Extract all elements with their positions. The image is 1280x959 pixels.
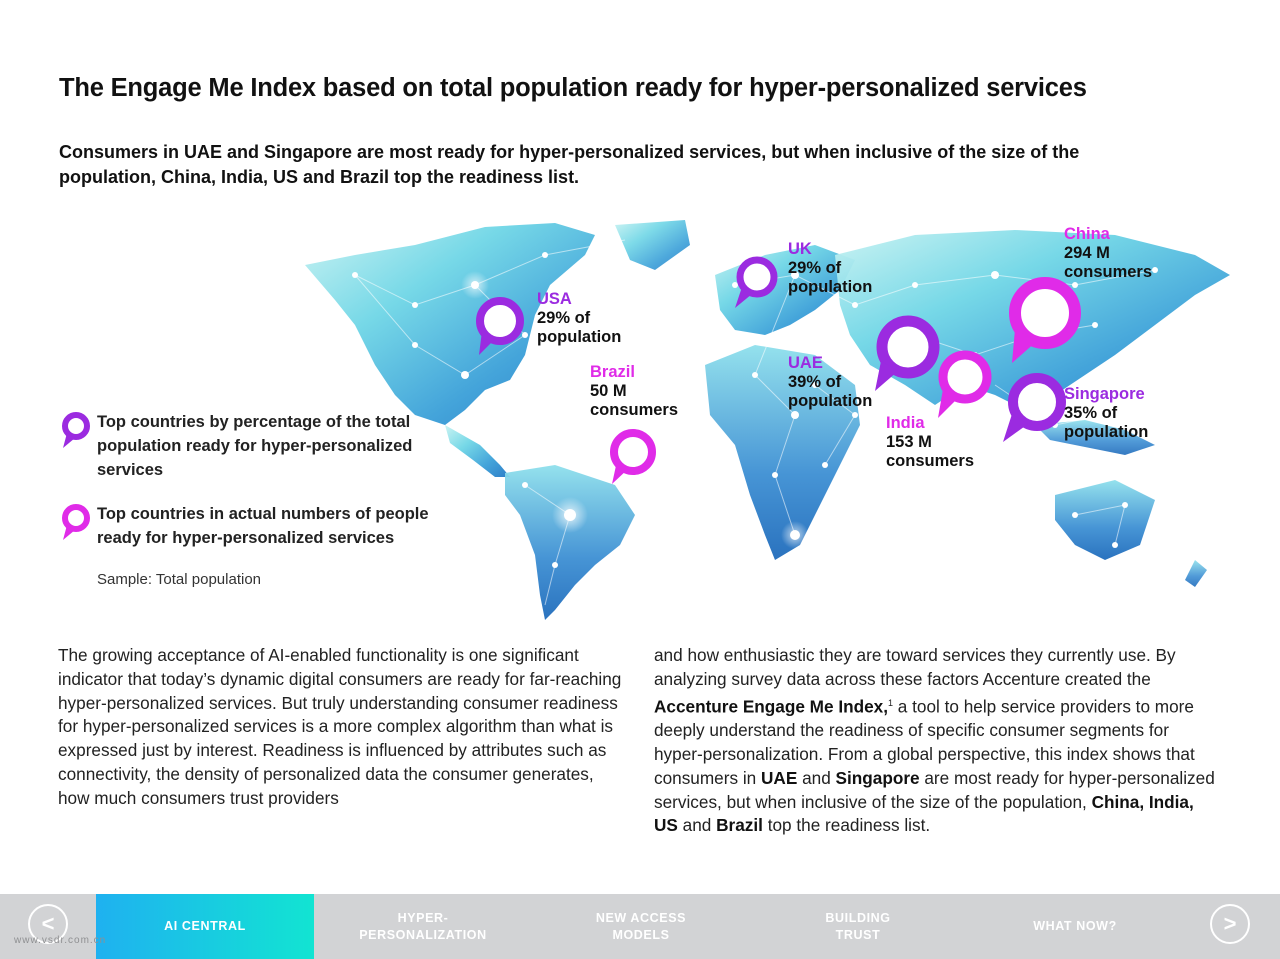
uk-label: UK 29% of population [788, 240, 873, 296]
new-zealand [1185, 560, 1207, 587]
singapore-label: Singapore 35% of population [1064, 385, 1149, 441]
body-right: and how enthusiastic they are toward services they currently use. By analyzing survey data across these factors Accenture created the Accenture Engage Me Index,$^1$ a tool to help service providers to more deeply understand the readiness of specific consumer segments for hyper-personalization. From a global perspective, this index shows that consumers in UAE and Singapore are most ready for hyper-personalized services, but when inclusive of the size of the population, China, India, US and Brazil top the readiness list. [654, 645, 1215, 836]
prev-arrow-button[interactable]: < [28, 904, 68, 944]
magenta-pin-icon [58, 502, 94, 546]
bottom-nav [0, 894, 1280, 959]
india-pin-icon [938, 355, 987, 418]
sample-note: Sample: Total population [97, 571, 262, 588]
tab-new-access-models[interactable]: NEW ACCESS MODELS [595, 910, 687, 942]
australia [1055, 480, 1155, 560]
usa-label: USA 29% of population [537, 290, 622, 346]
china-label: China 294 M consumers [1064, 225, 1153, 281]
legend-numbers-text: Top countries in actual numbers of people ready for hyper-personalized services [97, 505, 429, 547]
body-left: The growing acceptance of AI-enabled functionality is one significant indicator that today’s dynamic digital consumers are ready for far-reaching hyper-personalized services. But truly understanding consumer readiness for hyper-personalized services is a more complex algorithm than what is expressed just by interest. Readiness is influenced by attributes such as connectivity, the density of personalized data the consumer generates, how much consumers trust providers [58, 645, 622, 808]
watermark: www.vsdr.com.cn [14, 935, 107, 946]
india-label: India 153 M consumers [886, 414, 975, 470]
legend-numbers [58, 502, 478, 552]
legend-percentage-text: Top countries by percentage of the total population ready for hyper-personalized services [97, 413, 413, 479]
uae-label: UAE 39% of population [788, 354, 873, 410]
brazil-pin-icon [612, 433, 652, 484]
next-arrow-button[interactable]: > [1210, 904, 1250, 944]
page-title: The Engage Me Index based on total population ready for hyper-personalized services [59, 74, 1087, 102]
legend-percentage [58, 410, 478, 485]
tab-hyper-personalization[interactable]: HYPER- PERSONALIZATION [359, 910, 487, 942]
tab-building-trust[interactable]: BUILDING TRUST [825, 910, 891, 942]
tab-ai-central[interactable]: AI CENTRAL [96, 894, 314, 959]
page-subtitle: Consumers in UAE and Singapore are most ready for hyper-personalized services, but when inclusive of the size of the population, China, India, US and Brazil top the readiness list. [59, 142, 1080, 187]
tab-what-now[interactable]: WHAT NOW? [1033, 919, 1117, 933]
south-america [505, 465, 635, 620]
greenland [615, 220, 690, 270]
brazil-label: Brazil 50 M consumers [590, 363, 679, 419]
purple-pin-icon [58, 410, 94, 454]
